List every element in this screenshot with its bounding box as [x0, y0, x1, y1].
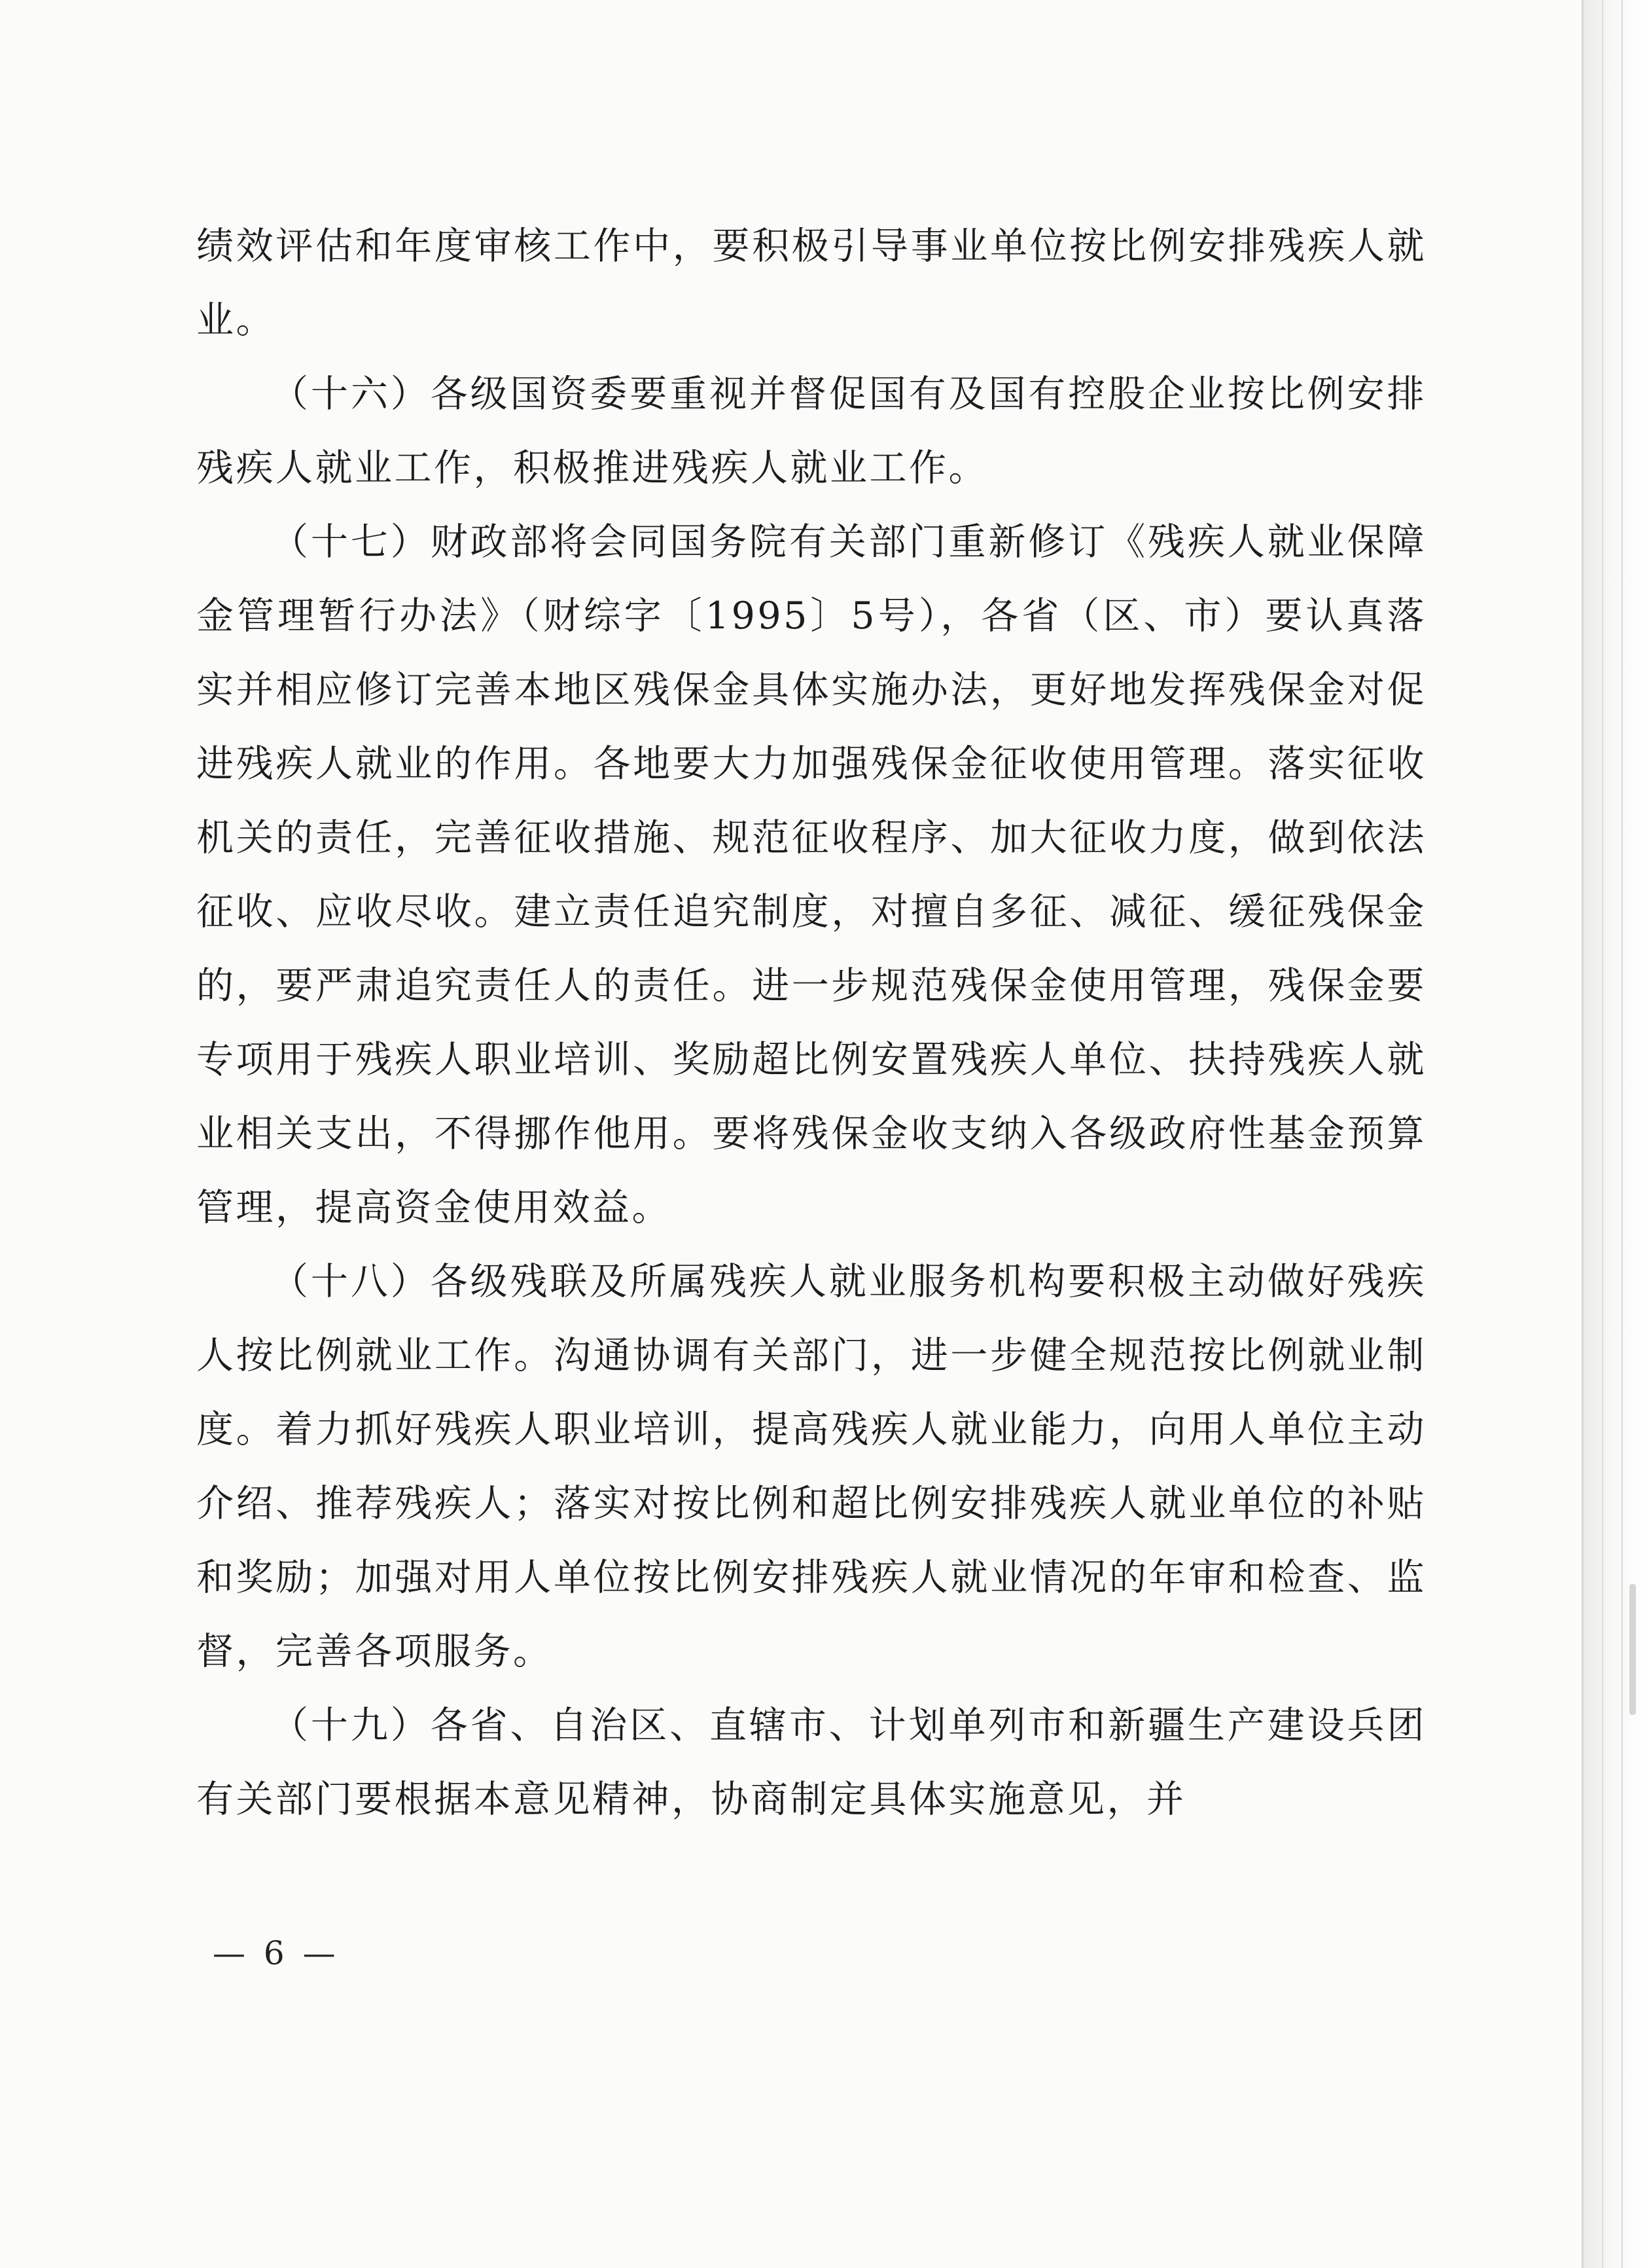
page-edge [1582, 0, 1649, 2268]
paragraph-16: （十六）各级国资委要重视并督促国有及国有控股企业按比例安排残疾人就业工作，积极推进残疾人就业工作。 [196, 372, 1427, 490]
page-number: — 6 — [213, 1934, 340, 1972]
binding-mark [1629, 1584, 1636, 1715]
document-body [196, 209, 1427, 1837]
paragraph-17: （十七）财政部将会同国务院有关部门重新修订《残疾人就业保障金管理暂行办法》（财综字〔1995〕5号），各省（区、市）要认真落实并相应修订完善本地区残保金具体实施办法，更好地发挥残保金对促进残疾人就业的作用。各地要大力加强残保金征收使用管理。落实征收机关的责任，完善征收措施、规范征收程序、加大征收力度，做到依法征收、应收尽收。建立责任追究制度，对擅自多征、减征、缓征残保金的，要严肃追究责任人的责任。进一步规范残保金使用管理，残保金要专项用于残疾人职业培训、奖励超比例安置残疾人单位、扶持残疾人就业相关支出，不得挪作他用。要将残保金收支纳入各级政府性基金预算管理，提高资金使用效益。 [196, 520, 1427, 1229]
paragraph-continuation: 绩效评估和年度审核工作中，要积极引导事业单位按比例安排残疾人就业。 [196, 225, 1427, 342]
edge-line [1622, 0, 1623, 2268]
edge-line [1602, 0, 1603, 2268]
paragraph-19: （十九）各省、自治区、直辖市、计划单列市和新疆生产建设兵团有关部门要根据本意见精神，协商制定具体实施意见，并 [196, 1704, 1427, 1821]
paragraph-18: （十八）各级残联及所属残疾人就业服务机构要积极主动做好残疾人按比例就业工作。沟通协调有关部门，进一步健全规范按比例就业制度。着力抓好残疾人职业培训，提高残疾人就业能力，向用人单位主动介绍、推荐残疾人；落实对按比例和超比例安排残疾人就业单位的补贴和奖励；加强对用人单位按比例安排残疾人就业情况的年审和检查、监督，完善各项服务。 [196, 1260, 1427, 1673]
